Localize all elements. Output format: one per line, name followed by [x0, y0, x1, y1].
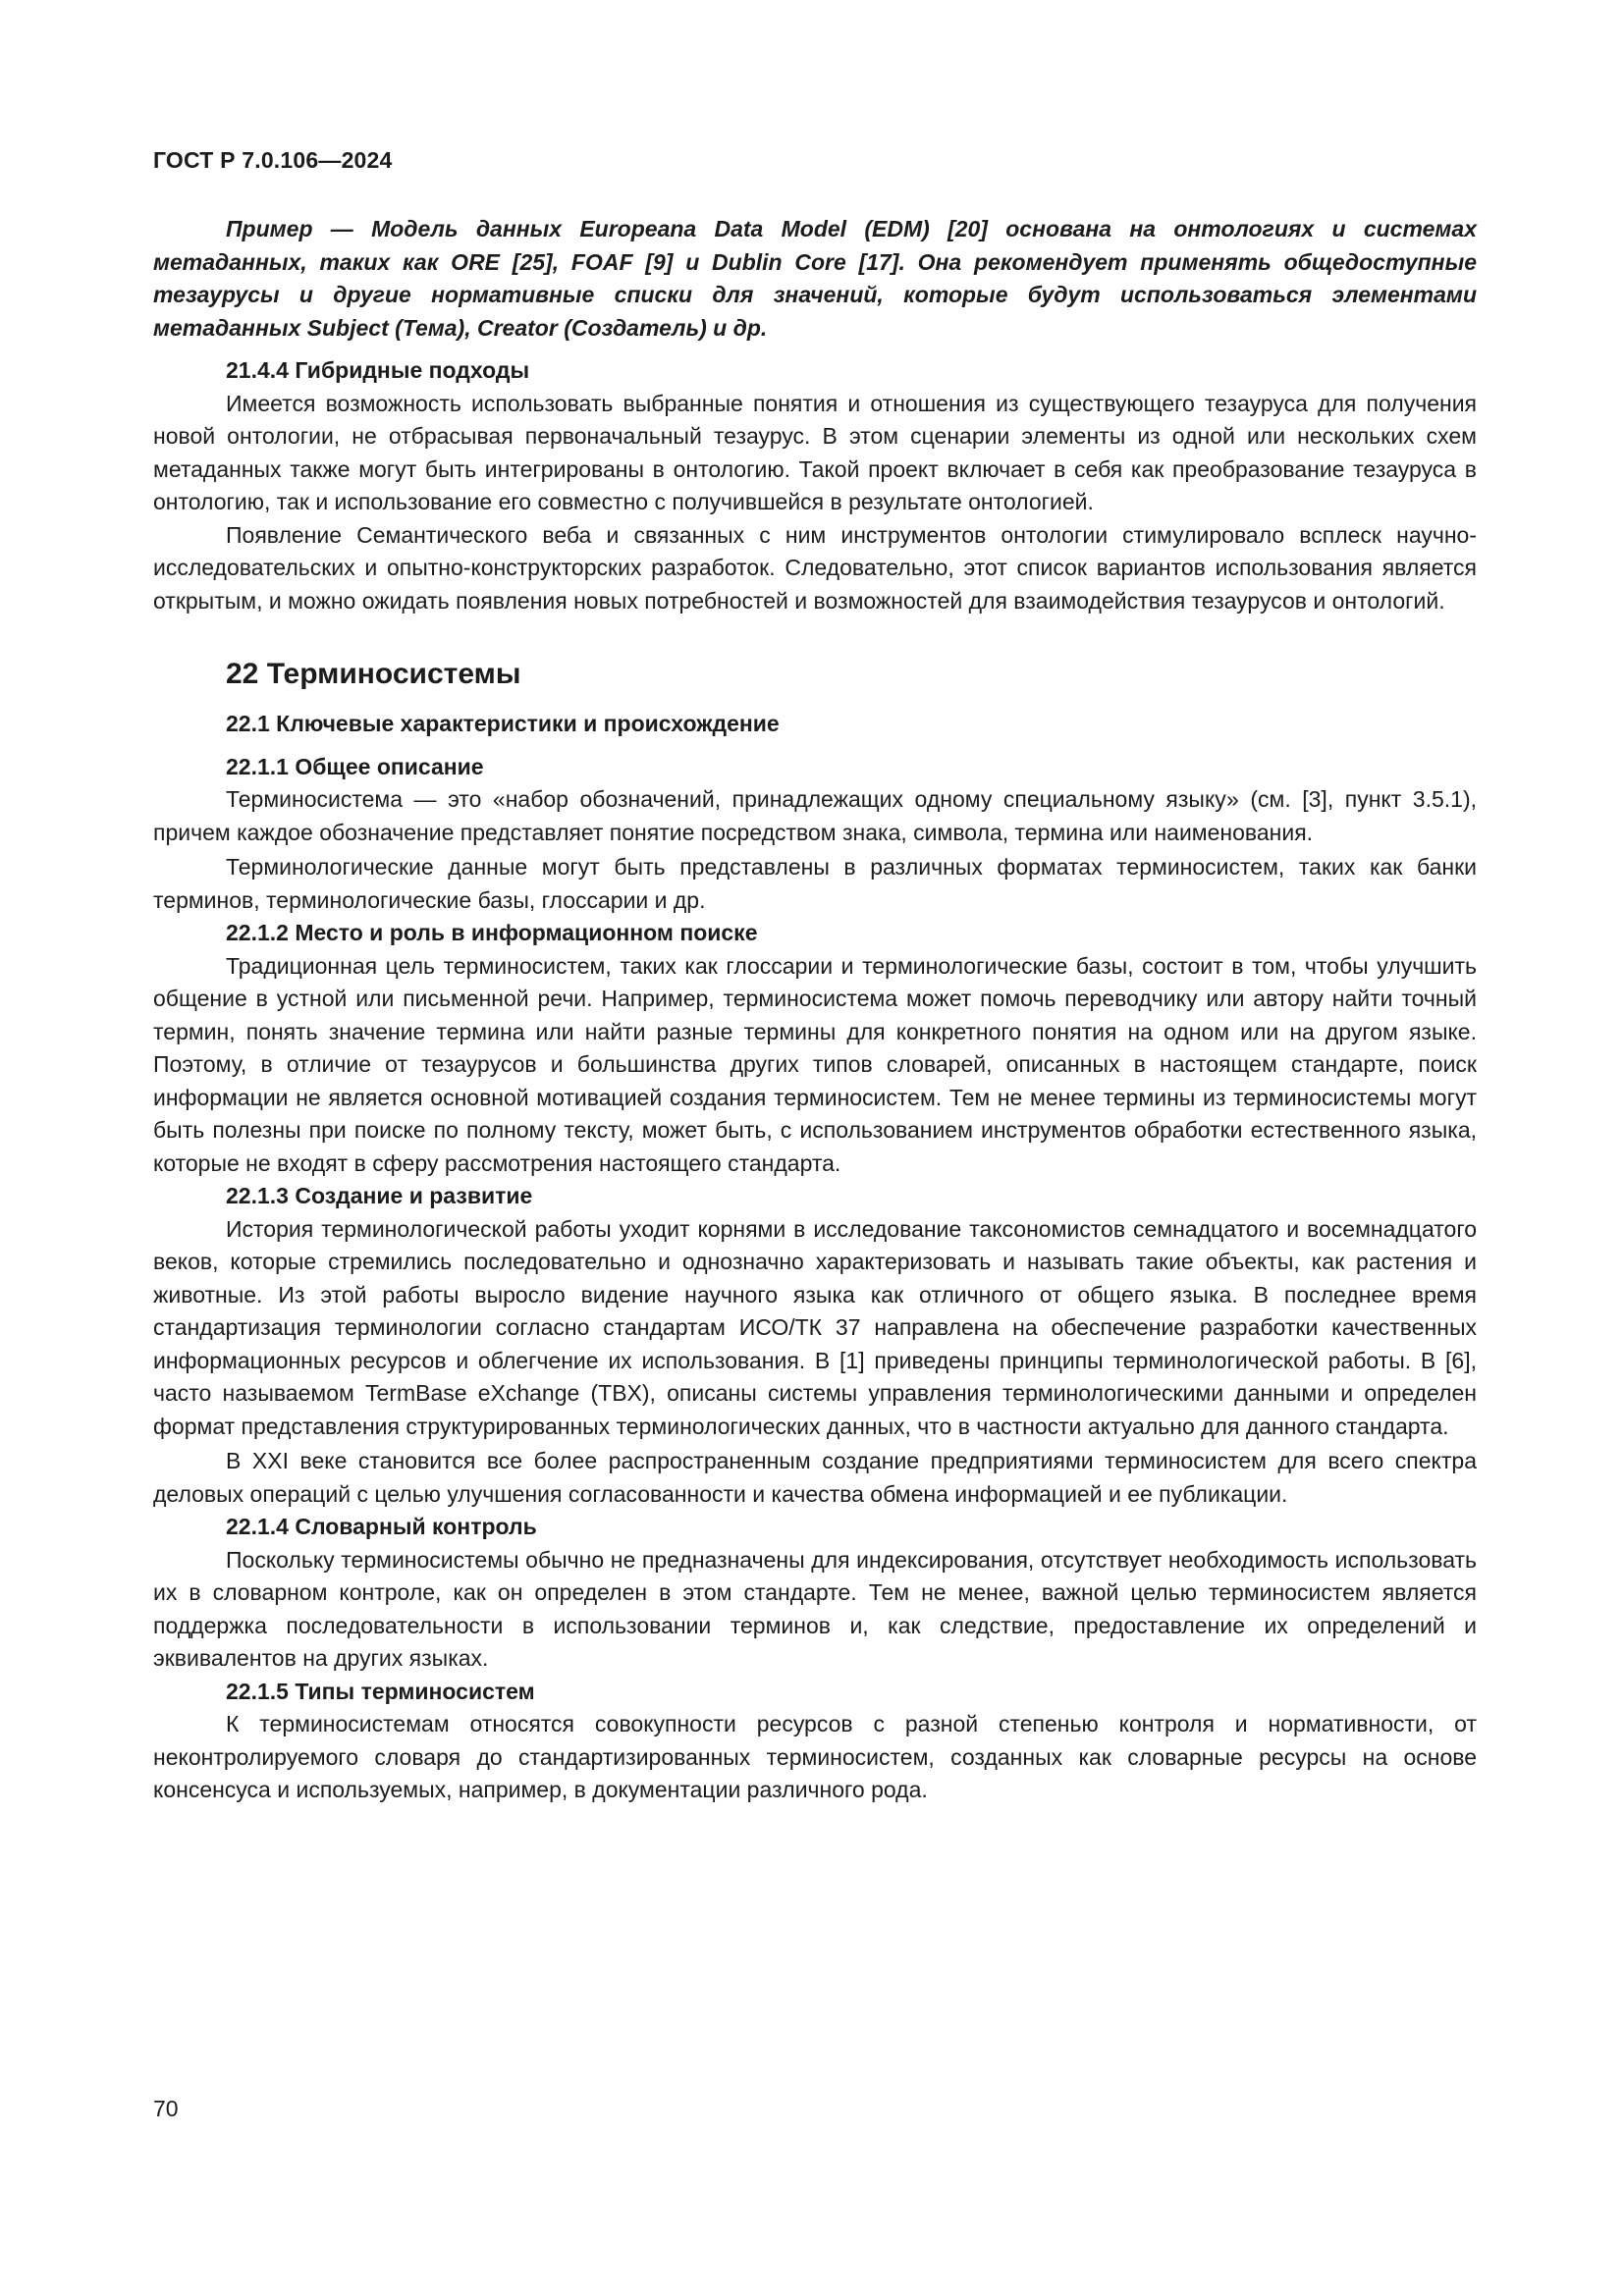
paragraph: Терминологические данные могут быть представлены в различных форматах терминосистем, таких как банки терминов, терминологические базы, глоссарии и др.: [153, 854, 1477, 913]
heading-22-1-4: 22.1.4 Словарный контроль: [226, 1514, 537, 1539]
page-number: 70: [153, 2096, 179, 2121]
document-header: ГОСТ Р 7.0.106—2024: [153, 147, 393, 173]
paragraph: В XXI веке становится все более распространенным создание предприятиями терминосистем для всего спектра деловых операций с целью улучшения согласованности и качества обмена информацией и ее публикации.: [153, 1448, 1477, 1507]
heading-22-1-3: 22.1.3 Создание и развитие: [226, 1183, 533, 1208]
paragraph: Поскольку терминосистемы обычно не предназначены для индексирования, отсутствует необходимость использовать их в словарном контроле, как он определен в этом стандарте. Тем не менее, важной целью терминосистем является поддержка последовательности в использовании терминов и, как следствие, предоставление их определений и эквивалентов на других языках.: [153, 1546, 1477, 1671]
heading-22-1-1: 22.1.1 Общее описание: [226, 753, 484, 779]
paragraph: К терминосистемам относятся совокупности ресурсов с разной степенью контроля и нормативности, от неконтролируемого словаря до стандартизированных терминосистем, созданных как словарные ресурсы на основе консенсуса и используемых, например, в документации различного рода.: [153, 1711, 1477, 1802]
paragraph: Появление Семантического веба и связанных с ним инструментов онтологии стимулировало всплеск научно-исследовательских и опытно-конструкторских разработок. Следовательно, этот список вариантов использования является открытым, и можно ожидать появления новых потребностей и возможностей для взаимодействия тезаурусов и онтологий.: [153, 521, 1477, 614]
document-page: [153, 147, 1477, 1807]
paragraph: История терминологической работы уходит корнями в исследование таксономистов семнадцатого и восемнадцатого веков, которые стремились последовательно и однозначно характеризовать и называть такие объекты, как растения и животные. Из этой работы выросло видение научного языка как отличного от общего языка. В последнее время стандартизация терминологии согласно стандартам ИСО/ТК 37 направлена на обеспечение разработки качественных информационных ресурсов и облегчение их использования. В [1] приведены принципы терминологической работы. В [6], часто называемом TermBase eXchange (TBX), описаны системы управления терминологическими данными и определен формат представления структурированных терминологических данных, что в частности актуально для данного стандарта.: [153, 1215, 1477, 1439]
paragraph: Терминосистема — это «набор обозначений, принадлежащих одному специальному языку» (см. [3], пункт 3.5.1), причем каждое обозначение представляет понятие посредством знака, символа, термина или наименования.: [153, 786, 1477, 845]
paragraph: Имеется возможность использовать выбранные понятия и отношения из существующего тезауруса для получения новой онтологии, не отбрасывая первоначальный тезаурус. В этом сценарии элементы из одной или нескольких схем метаданных также могут быть интегрированы в онтологию. Такой проект включает в себя как преобразование тезауруса в онтологию, так и использование его совместно с получившейся в результате онтологией.: [153, 390, 1477, 514]
paragraph: Традиционная цель терминосистем, таких как глоссарии и терминологические базы, состоит в том, чтобы улучшить общение в устной или письменной речи. Например, терминосистема может помочь переводчику или автору найти точный термин, понять значение термина или найти разные термины для конкретного понятия на одном или на другом языке. Поэтому, в отличие от тезаурусов и большинства других типов словарей, описанных в настоящем стандарте, поиск информации не является основной мотивацией создания терминосистем. Тем не менее термины из терминосистемы могут быть полезны при поиске по полному тексту, может быть, с использованием инструментов обработки естественного языка, которые не входят в сферу рассмотрения настоящего стандарта.: [153, 952, 1477, 1176]
heading-22-1: 22.1 Ключевые характеристики и происхождение: [226, 711, 780, 736]
example-note: Пример — Модель данных Europeana Data Model (EDM) [20] основана на онтологиях и системах метаданных, таких как ORE [25], FOAF [9] и Dublin Core [17]. Она рекомендует применять общедоступные тезаурусы и другие нормативные списки для значений, которые будут использоваться элементами метаданных Subject (Тема), Creator (Создатель) и др.: [153, 216, 1477, 341]
heading-22-1-2: 22.1.2 Место и роль в информационном поиске: [226, 920, 758, 945]
heading-22: 22 Терминосистемы: [226, 658, 521, 690]
heading-22-1-5: 22.1.5 Типы терминосистем: [226, 1678, 535, 1704]
heading-21-4-4: 21.4.4 Гибридные подходы: [226, 357, 530, 383]
